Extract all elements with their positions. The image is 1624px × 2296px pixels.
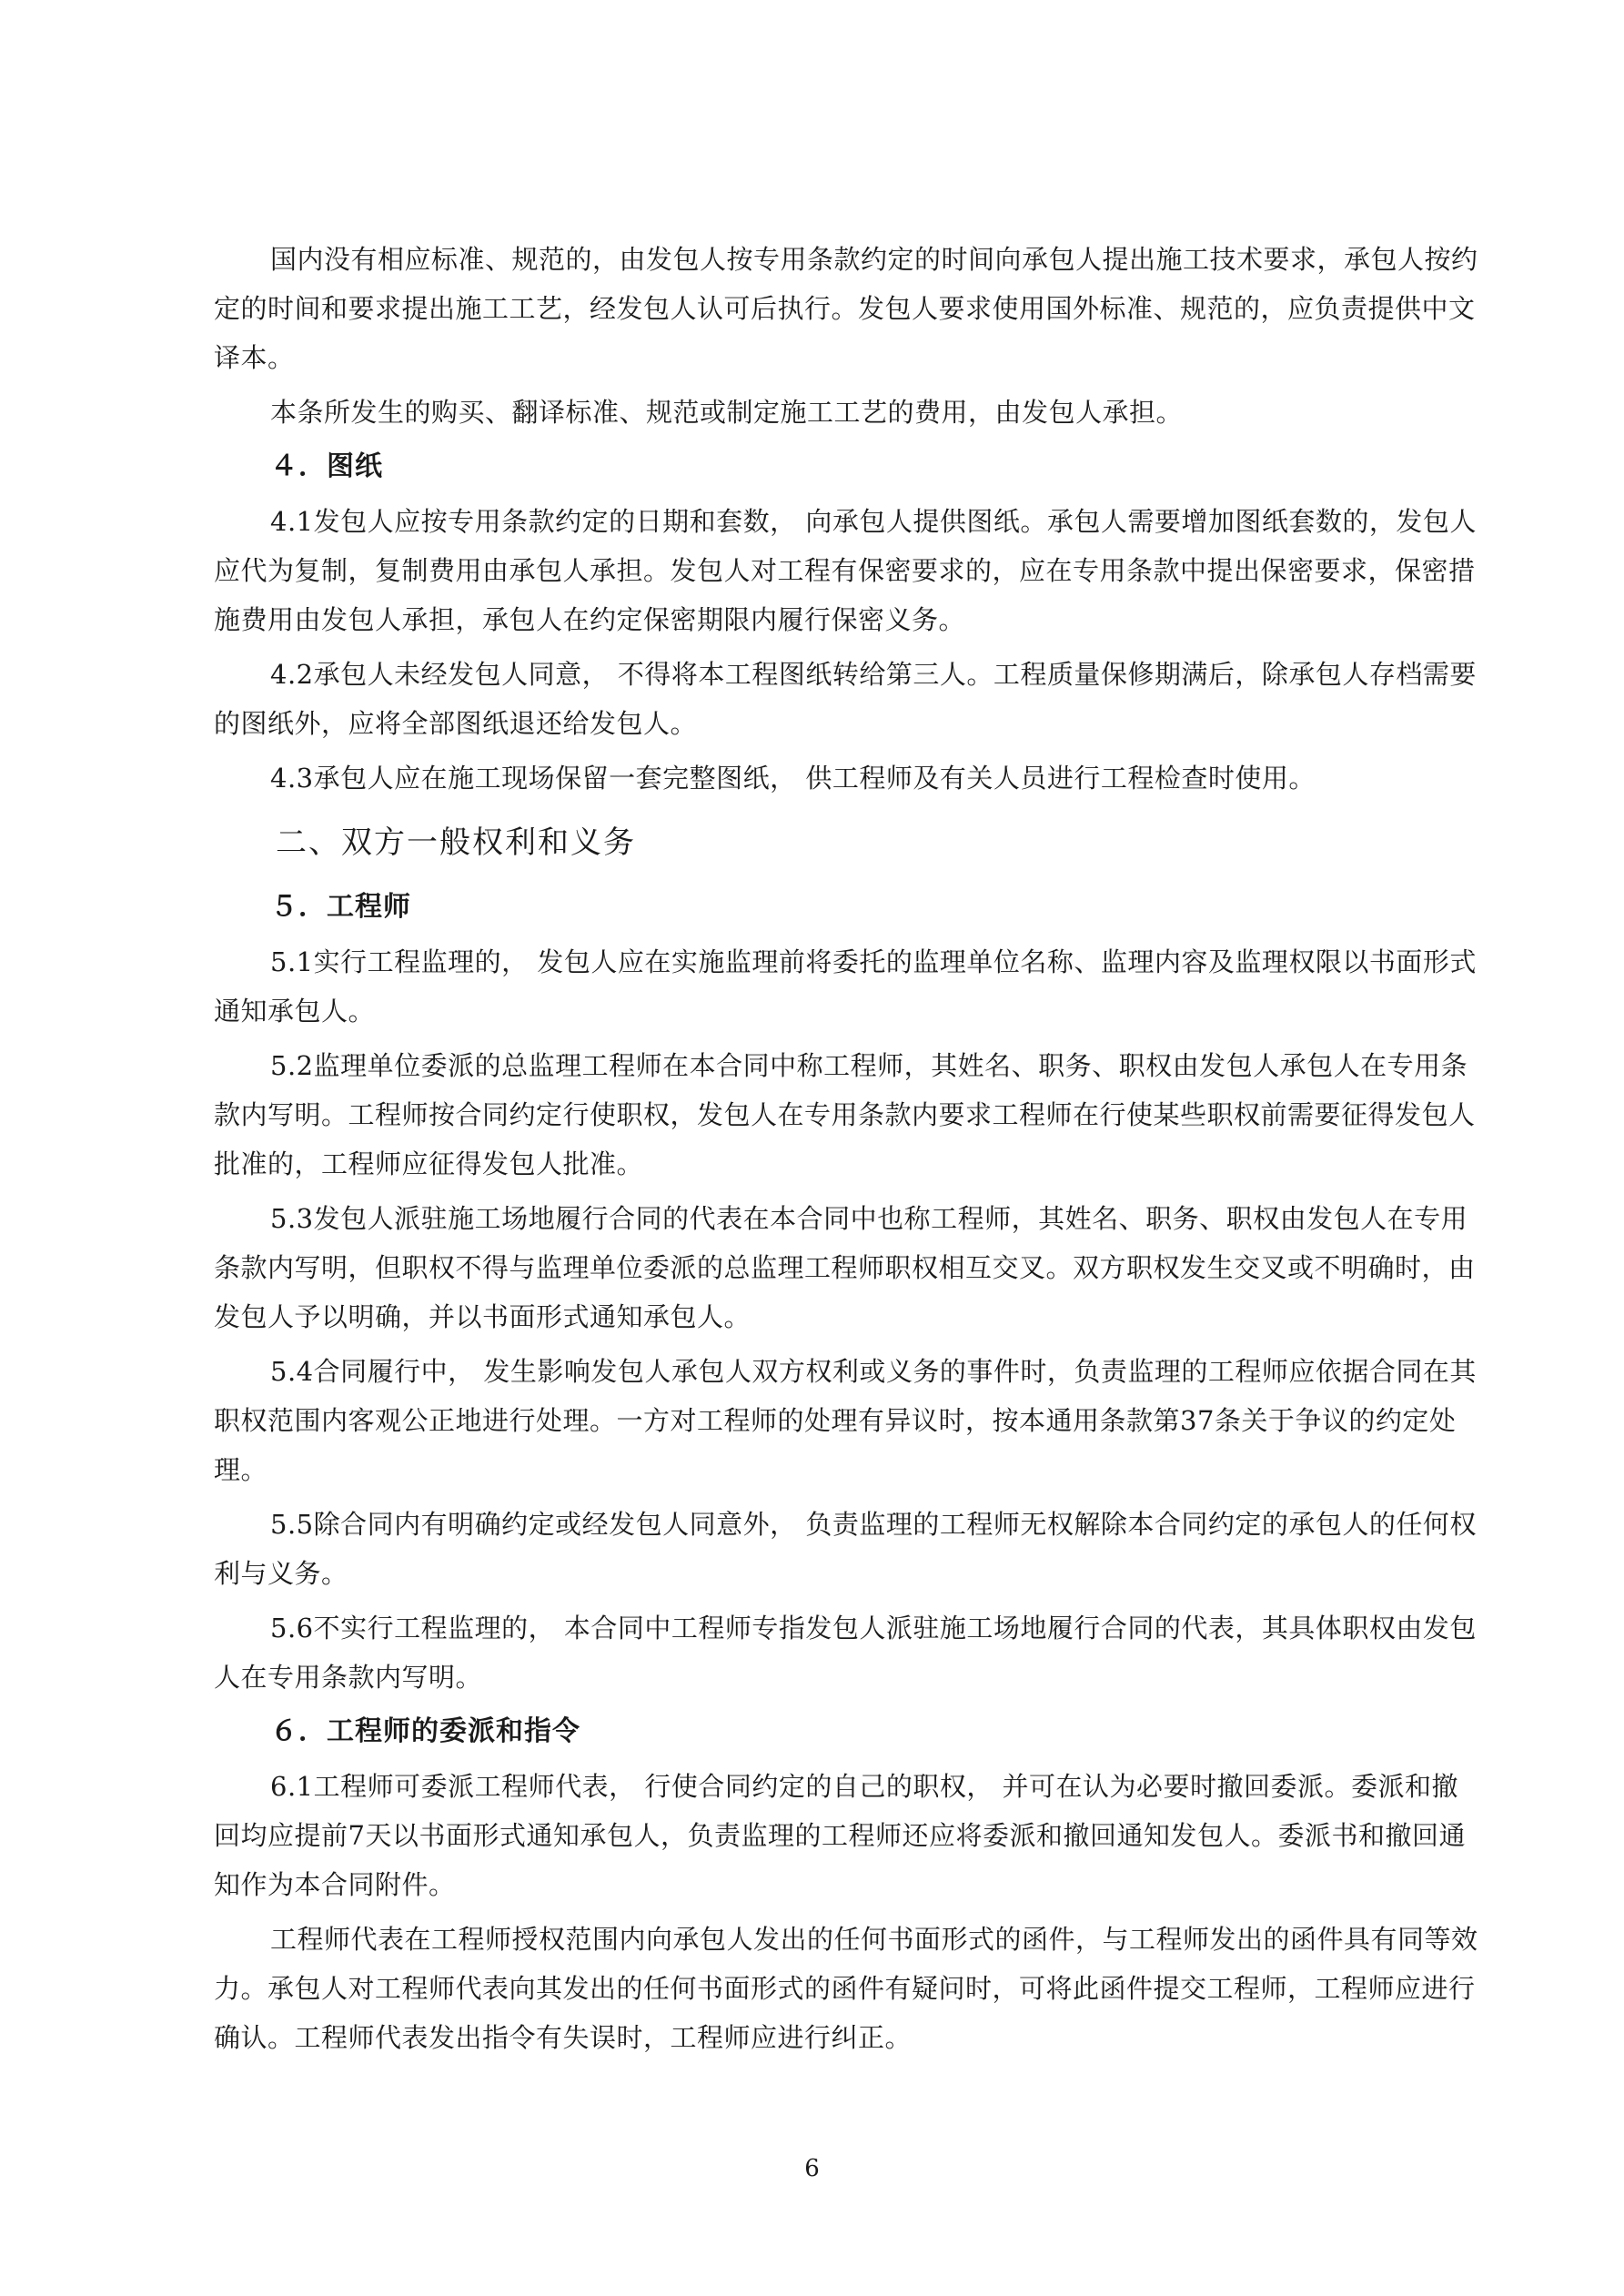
clause-5-6: 5.6不实行工程监理的， 本合同中工程师专指发包人派驻施工场地履行合同的代表，其具体职权由发包人在专用条款内写明。 [214,1613,1477,1693]
para-standards-cost: 本条所发生的购买、翻译标准、规范或制定施工工艺的费用，由发包人承担。 [270,397,1184,428]
para-engineer-representative: 工程师代表在工程师授权范围内向承包人发出的任何书面形式的函件，与工程师发出的函件具有同等效力。承包人对工程师代表向其发出的任何书面形式的函件有疑问时，可将此函件提交工程师，工程师应进行确认。工程师代表发出指令有失误时，工程师应进行纠正。 [214,1924,1478,2053]
page-content [214,235,1483,2068]
clause-5-1: 5.1实行工程监理的， 发包人应在实施监理前将委托的监理单位名称、监理内容及监理权限以书面形式通知承包人。 [214,946,1477,1027]
clause-5-5: 5.5除合同内有明确约定或经发包人同意外， 负责监理的工程师无权解除本合同约定的承包人的任何权利与义务。 [214,1509,1477,1589]
section-5-heading: ５．工程师 [270,891,411,923]
chapter-2-heading: 二、双方一般权利和义务 [276,824,636,861]
clause-5-3: 5.3发包人派驻施工场地履行合同的代表在本合同中也称工程师，其姓名、职务、职权由发包人在专用条款内写明，但职权不得与监理单位委派的总监理工程师职权相互交叉。双方职权发生交叉或不明确时，由发包人予以明确，并以书面形式通知承包人。 [214,1203,1476,1332]
clause-6-1: 6.1工程师可委派工程师代表， 行使合同约定的自己的职权， 并可在认为必要时撤回委派。委派和撤回均应提前7天以书面形式通知承包人，负责监理的工程师还应将委派和撤回通知发包人。委派书和撤回通知作为本合同附件。 [214,1771,1466,1900]
clause-5-2: 5.2监理单位委派的总监理工程师在本合同中称工程师，其姓名、职务、职权由发包人承包人在专用条款内写明。工程师按合同约定行使职权，发包人在专用条款内要求工程师在行使某些职权前需要征得发包人批准的，工程师应征得发包人批准。 [214,1050,1476,1179]
clause-4-2: 4.2承包人未经发包人同意， 不得将本工程图纸转给第三人。工程质量保修期满后，除承包人存档需要的图纸外，应将全部图纸退还给发包人。 [214,659,1477,739]
clause-5-4: 5.4合同履行中， 发生影响发包人承包人双方权利或义务的事件时，负责监理的工程师应依据合同在其职权范围内客观公正地进行处理。一方对工程师的处理有异议时，按本通用条款第37条关于争议的约定处理。 [214,1356,1477,1485]
section-4-heading: ４．图纸 [270,450,383,482]
section-6-heading: ６．工程师的委派和指令 [270,1715,580,1747]
page-number: 6 [804,2155,820,2182]
clause-4-3: 4.3承包人应在施工现场保留一套完整图纸， 供工程师及有关人员进行工程检查时使用。 [270,763,1316,794]
clause-4-1: 4.1发包人应按专用条款约定的日期和套数， 向承包人提供图纸。承包人需要增加图纸套数的，发包人应代为复制，复制费用由承包人承担。发包人对工程有保密要求的，应在专用条款中提出保密要求，保密措施费用由发包人承担，承包人在约定保密期限内履行保密义务。 [214,506,1477,635]
para-foreign-standards: 国内没有相应标准、规范的，由发包人按专用条款约定的时间向承包人提出施工技术要求，承包人按约定的时间和要求提出施工工艺，经发包人认可后执行。发包人要求使用国外标准、规范的，应负责提供中文译本。 [214,244,1478,373]
